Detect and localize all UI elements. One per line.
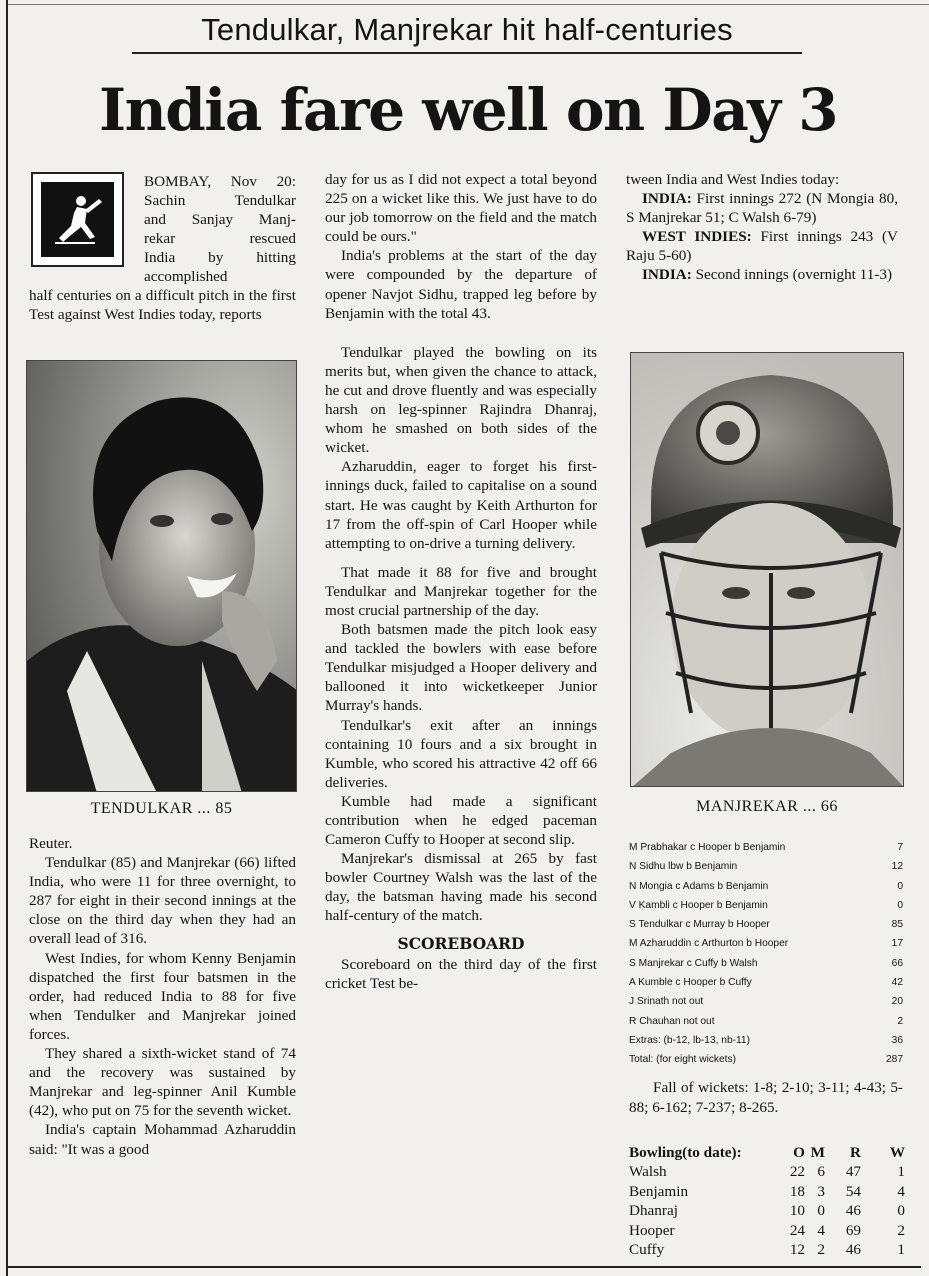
batsman-dismissal: A Kumble c Hooper b Cuffy (629, 977, 752, 989)
column-3-summary (626, 170, 898, 285)
batsman-runs: 12 (891, 861, 903, 873)
batting-row (629, 857, 903, 876)
bowler-name: Cuffy (629, 1240, 665, 1258)
dateline-source: Reuter. (29, 835, 73, 852)
innings-summary: First innings 272 (N Mongia 80, S Manjrekar 51; C Walsh 6-79) (626, 190, 898, 227)
bowler-row (629, 1162, 907, 1181)
paragraph: Manjrekar's dismissal at 265 by fast bowler Courtney Walsh was the last of the day, the batsman having made his second half-century of the match. (325, 850, 597, 925)
paragraph: Tendulkar's exit after an innings containing 10 fours and a six brought in Kumble, who scored his attractive 42 off 66 deliveries. (325, 716, 597, 791)
paragraph: Both batsmen made the pitch look easy and tackled the bowlers with ease before Tendulkar misjudged a Hooper delivery and ballooned it into wicketkeeper Junior Murray's hands. (325, 621, 597, 715)
maidens-header: M (810, 1144, 825, 1161)
team-label: INDIA: (642, 266, 692, 284)
india-second-innings (626, 265, 898, 284)
runs: 46 (845, 1240, 861, 1258)
bowler-name: Benjamin (629, 1182, 689, 1200)
batsman-dismissal: M Prabhakar c Hooper b Benjamin (629, 842, 786, 853)
batting-row (629, 896, 903, 915)
runs: 46 (845, 1202, 861, 1220)
overs: 24 (789, 1221, 805, 1239)
paragraph: Tendulkar (85) and Manjrekar (66) lifted India, who were 11 for three overnight, to 287 for eight in their second innings at the close on the third day when they had an overall lead of 316. (29, 854, 296, 948)
batsman-dismissal: N Mongia c Adams b Benjamin (629, 880, 769, 892)
intro-continued (29, 286, 296, 324)
batsman-dismissal: J Srinath not out (629, 996, 704, 1008)
maidens: 4 (817, 1221, 825, 1239)
bowler-row (629, 1182, 907, 1201)
intro-line: rekar rescued (144, 230, 296, 248)
bowling-title: Bowling(to date): (629, 1144, 742, 1161)
paragraph: That made it 88 for five and brought Tendulkar and Manjrekar together for the most crucial partnership of the day. (325, 563, 597, 619)
paragraph: tween India and West Indies today: (626, 171, 840, 188)
batting-row (629, 877, 903, 896)
batsman-dismissal: R Chauhan not out (629, 1015, 715, 1027)
bowling-header (629, 1143, 907, 1162)
batsman-dismissal: S Tendulkar c Murray b Hooper (629, 919, 770, 931)
main-headline: India fare well on Day 3 (98, 76, 838, 144)
extras-label: Extras: (b-12, lb-13, nb-11) (629, 1034, 750, 1046)
scoreboard-subhead: SCOREBOARD (397, 933, 525, 953)
paragraph: Scoreboard on the third day of the first cricket Test be- (325, 955, 597, 992)
innings-summary: First innings 243 (V Raju 5-60) (626, 228, 898, 265)
bowling-figures (629, 1143, 907, 1259)
batsman-runs: 2 (897, 1015, 903, 1027)
overs: 10 (789, 1202, 805, 1220)
paragraph: They shared a sixth-wicket stand of 74 and the recovery was sustained by Manjrekar and leg-spinner Anil Kumble (42), who put on 75 for the seventh wicket. (29, 1045, 296, 1120)
paragraph: India's problems at the start of the day were compounded by the departure of opener Navjot Sidhu, trapped leg before by Benjamin with the total 43. (325, 247, 597, 322)
manjrekar-caption: MANJREKAR ... 66 (696, 798, 838, 815)
intro-text-rest: half centuries on a difficult pitch in the first Test against West Indies today, reports (29, 287, 296, 324)
tendulkar-photo (26, 360, 297, 792)
tendulkar-caption: TENDULKAR ... 85 (90, 800, 233, 817)
intro-text (144, 172, 296, 287)
intro-line: India by hitting (144, 249, 296, 267)
overs-header: O (793, 1144, 805, 1161)
runs: 69 (845, 1221, 861, 1239)
team-label: INDIA: (642, 190, 692, 208)
wickets-header: W (889, 1144, 905, 1161)
bowler-row (629, 1221, 907, 1240)
batsman-dismissal: S Manjrekar c Cuffy b Walsh (629, 957, 758, 969)
bowler-row (629, 1240, 907, 1259)
batsman-runs: 0 (897, 880, 903, 892)
total-runs: 287 (886, 1054, 903, 1066)
paragraph: day for us as I did not expect a total beyond 225 on a wicket like this. We just have to do our job tomorrow on the field and the match could be ours." (325, 171, 597, 246)
batsman-runs: 7 (897, 842, 903, 853)
intro-line: accomplished (144, 268, 228, 286)
batting-row (629, 954, 903, 973)
batting-row (629, 934, 903, 953)
runs: 47 (845, 1163, 861, 1181)
runs-header: R (850, 1144, 861, 1161)
batsman-runs: 85 (891, 919, 903, 931)
bowler-name: Dhanraj (629, 1202, 678, 1220)
bottom-rule (8, 1266, 921, 1268)
intro-line: and Sanjay Manj- (144, 211, 296, 229)
column-1-body (29, 834, 296, 1159)
batsman-runs: 20 (891, 996, 903, 1008)
wickets: 1 (897, 1240, 905, 1258)
batsman-runs: 0 (897, 899, 903, 911)
cricket-batsman-icon (31, 172, 124, 267)
paragraph: Tendulkar played the bowling on its merits but, when given the chance to attack, he cut and drove fluently and was especially harsh on leg-spinner Rajindra Dhanraj, whom he smashed on both sides of the wicket. (325, 343, 597, 457)
wickets: 2 (897, 1221, 905, 1239)
batting-row (629, 838, 903, 857)
paragraph: Azharuddin, eager to forget his first-innings duck, failed to capitalise on a sound start. He was caught by Keith Arthurton for 17 from the off-spin of Carl Hooper while attempting to on-drive a turning delivery. (325, 458, 597, 552)
left-column-rule (6, 0, 8, 1276)
batting-row (629, 973, 903, 992)
bowler-name: Walsh (629, 1163, 667, 1181)
batsman-runs: 42 (891, 977, 903, 989)
intro-line: Sachin Tendulkar (144, 192, 296, 210)
runs: 54 (845, 1182, 861, 1200)
batting-row (629, 1012, 903, 1031)
paragraph: West Indies, for whom Kenny Benjamin dispatched the first four batsmen in the order, had reduced India to 88 for five when Tendulker and Manjrekar joined forces. (29, 949, 296, 1043)
west-indies-first-innings (626, 227, 898, 265)
batsman-runs: 17 (891, 938, 903, 950)
batsman-dismissal: N Sidhu lbw b Benjamin (629, 861, 738, 873)
maidens: 6 (817, 1163, 825, 1181)
bowler-row (629, 1201, 907, 1220)
maidens: 2 (817, 1240, 825, 1258)
batsman-dismissal: V Kambli c Hooper b Benjamin (629, 899, 768, 911)
maidens: 3 (817, 1182, 825, 1200)
intro-line: BOMBAY, Nov 20: (144, 173, 296, 190)
maidens: 0 (817, 1202, 825, 1220)
total-label: Total: (for eight wickets) (629, 1054, 737, 1066)
kicker-headline: Tendulkar, Manjrekar hit half-centuries (132, 10, 802, 54)
batting-row (629, 915, 903, 934)
column-2-body (325, 170, 597, 993)
batsman-runs: 66 (891, 957, 903, 969)
batting-scorecard (629, 838, 903, 1070)
overs: 12 (789, 1240, 805, 1258)
top-rule (8, 4, 929, 5)
team-label: WEST INDIES: (642, 228, 752, 246)
manjrekar-photo (630, 352, 904, 787)
fall-of-wickets: Fall of wickets: 1-8; 2-10; 3-11; 4-43; 5-88; 6-162; 7-237; 8-265. (629, 1079, 903, 1116)
extras-runs: 36 (891, 1034, 903, 1046)
wickets: 0 (897, 1202, 905, 1220)
batsman-dismissal: M Azharuddin c Arthurton b Hooper (629, 938, 789, 950)
wickets: 4 (897, 1182, 905, 1200)
paragraph: India's captain Mohammad Azharuddin said: "It was a good (29, 1121, 296, 1158)
batting-row (629, 992, 903, 1011)
india-first-innings (626, 189, 898, 227)
total-row (629, 1050, 903, 1069)
innings-summary: Second innings (overnight 11-3) (691, 266, 893, 284)
wickets: 1 (897, 1163, 905, 1181)
overs: 22 (789, 1163, 805, 1181)
paragraph: Kumble had made a significant contribution when he edged paceman Cameron Cuffy to Hooper at second slip. (325, 792, 597, 849)
overs: 18 (789, 1182, 805, 1200)
extras-row (629, 1031, 903, 1050)
bowler-name: Hooper (629, 1221, 675, 1239)
